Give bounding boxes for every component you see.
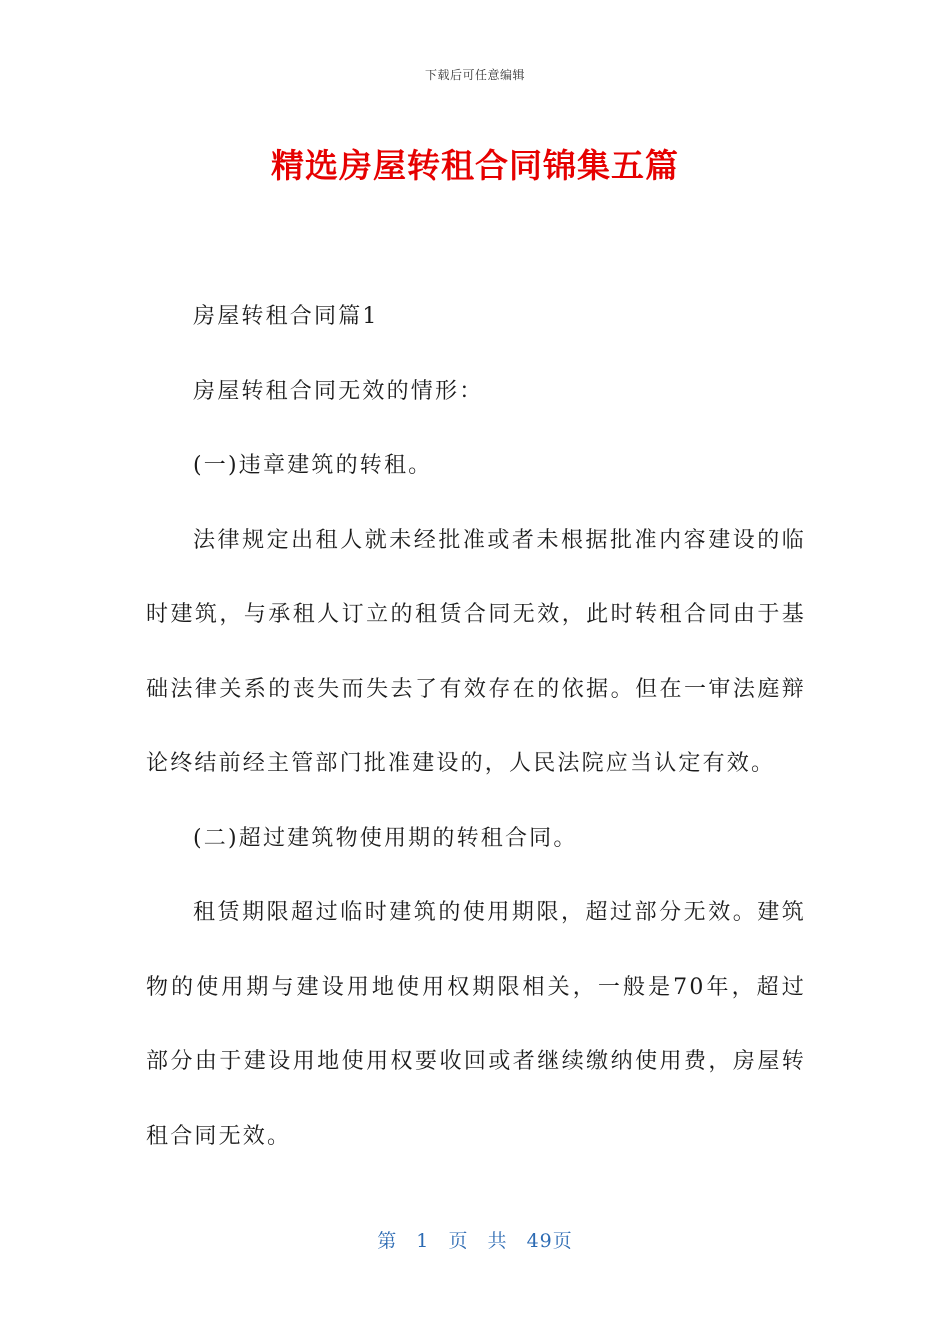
document-body [146, 280, 806, 1174]
footer-total-pages: 49页 [526, 1230, 573, 1252]
paragraph-item-2-body: 租赁期限超过临时建筑的使用期限，超过部分无效。建筑物的使用期与建设用地使用权期限相关，一般是70年，超过部分由于建设用地使用权要收回或者继续缴纳使用费，房屋转租合同无效。 [146, 900, 806, 1149]
footer-label-total: 共 [487, 1230, 508, 1252]
footer-label-page: 第 [377, 1230, 398, 1252]
paragraph-invalid-cases-intro: 房屋转租合同无效的情形： [193, 378, 484, 404]
paragraph-item-1-heading: (一)违章建筑的转租。 [193, 453, 433, 478]
paragraph-item-2-heading: (二)超过建筑物使用期的转租合同。 [193, 825, 578, 851]
page-number-footer [0, 1226, 950, 1253]
download-note: 下载后可任意编辑 [424, 68, 525, 82]
document-title: 精选房屋转租合同锦集五篇 [271, 146, 679, 185]
footer-label-page-unit: 页 [448, 1230, 469, 1252]
paragraph-item-1-body: 法律规定出租人就未经批准或者未根据批准内容建设的临时建筑，与承租人订立的租赁合同无效，此时转租合同由于基础法律关系的丧失而失去了有效存在的依据。但在一审法庭辩论终结前经主管部门批准建设的，人民法院应当认定有效。 [146, 527, 806, 776]
paragraph-section-heading: 房屋转租合同篇1 [193, 304, 379, 329]
footer-current-page: 1 [416, 1230, 430, 1252]
